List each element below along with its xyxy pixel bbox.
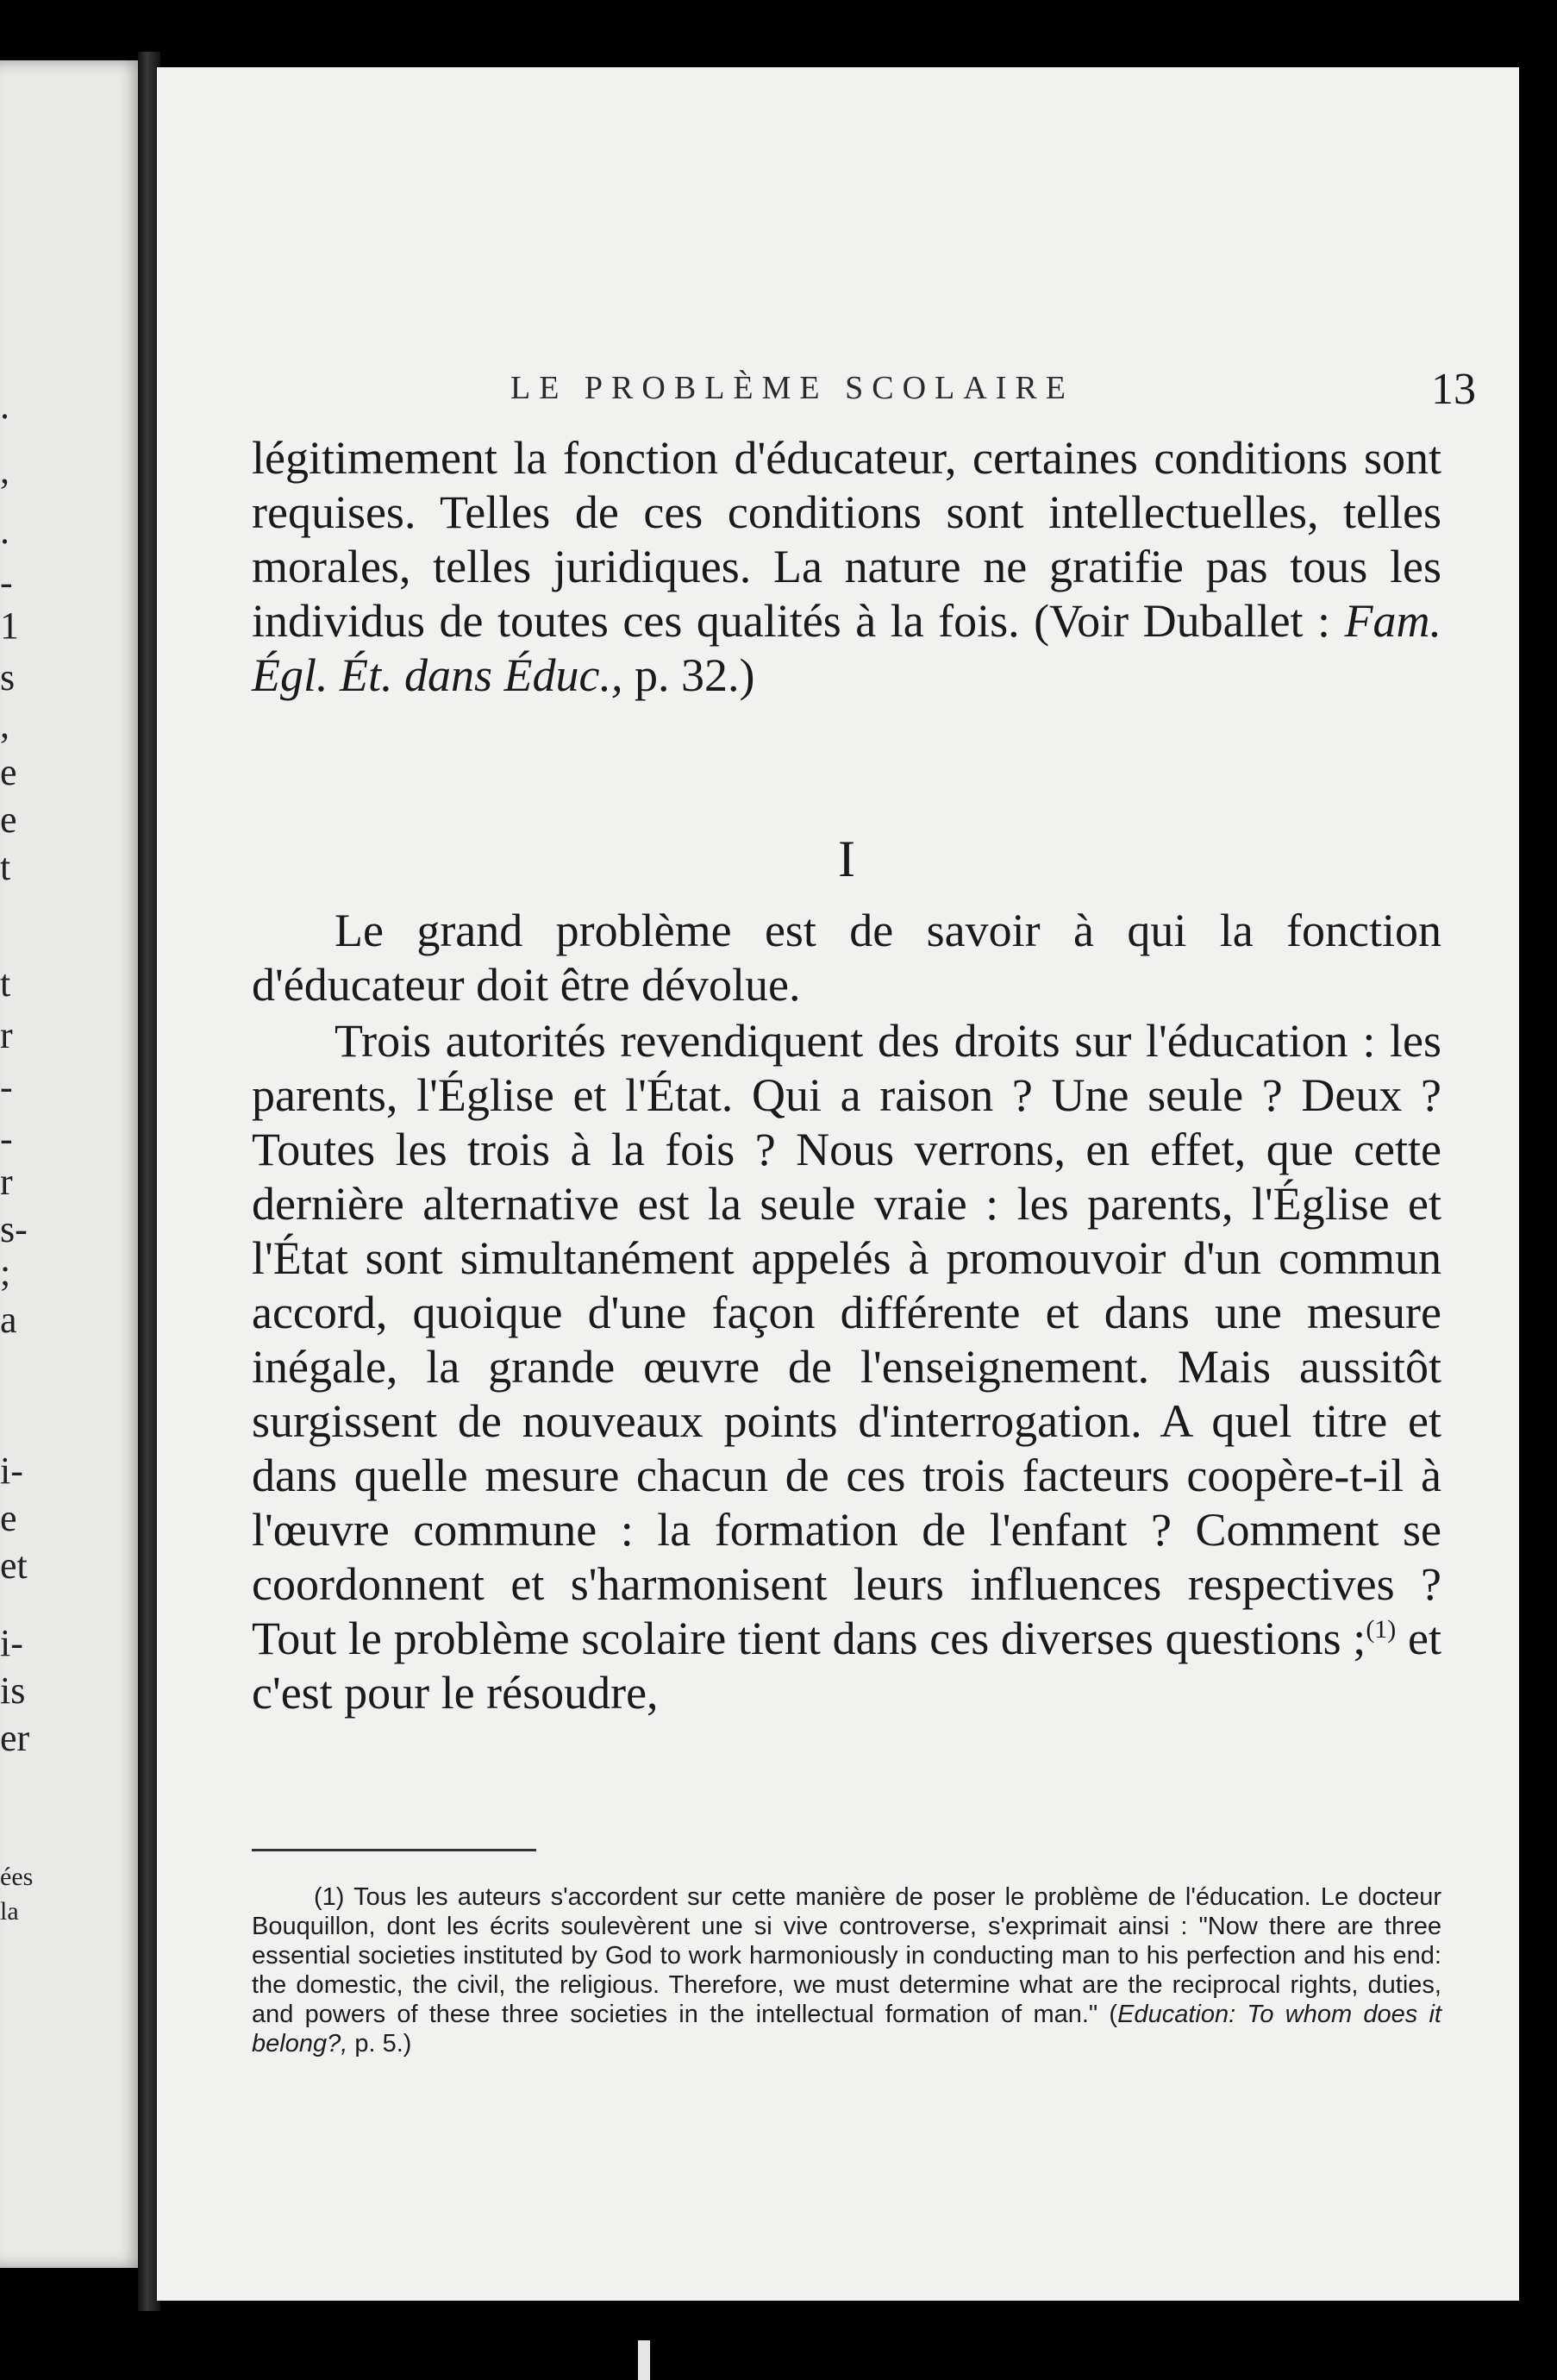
facing-page-fragment: r [0, 1014, 13, 1056]
paragraph-1 [252, 431, 1441, 703]
footnote-citation: Education: To whom does it belong?, [252, 2001, 1441, 2057]
facing-page-fragment: i- [0, 1450, 23, 1492]
paragraph-1-end: p. 32.) [634, 649, 755, 701]
facing-page-fragment: s- [0, 1208, 28, 1250]
facing-page-fragment: ; [0, 1251, 11, 1293]
facing-page-fragment: a [0, 1299, 17, 1341]
facing-page-fragment: 1 [0, 604, 19, 647]
paragraph-1-citation: Fam. Égl. Ét. dans Éduc., [252, 595, 1442, 701]
paragraph-2 [252, 904, 1441, 1012]
page-number: 13 [1431, 365, 1476, 414]
facing-page-fragment: - [0, 1066, 13, 1108]
footnote-end: p. 5.) [354, 2030, 412, 2057]
facing-page-fragment: i- [0, 1622, 23, 1664]
footnote-divider [252, 1849, 536, 1851]
facing-page-fragment: , [0, 449, 9, 492]
facing-page-fragment: ées [0, 1863, 34, 1891]
facing-page-fragment: e [0, 1497, 17, 1539]
paragraph-3-text: Trois autorités revendiquent des droits sur l'éducation : les parents, l'Église et l'État. Qui a raison ? Une seule ? Deux ? Toutes les trois à la fois ? Nous verrons, en effet, que cette dernière alternative est la seule vraie : les parents, l'Église et l'État sont simultanément appelés à promouvoir d'un commun accord, quoique d'une façon différente et dans une mesure inégale, la grande œuvre de l'enseignement. Mais aussitôt surgissent de nouveaux points d'interrogation. A quel titre et dans quelle mesure chacun de ces trois facteurs coopère-t-il à l'œuvre commune : la formation de l'enfant ? Comment se coordonnent et s'harmonisent leurs influences respectives ? Tout le problème scolaire tient dans ces diverses questions ; [252, 1015, 1441, 1664]
facing-page-fragment: e [0, 751, 17, 793]
facing-page-fragment: is [0, 1669, 26, 1712]
paragraph-3 [252, 1014, 1441, 1720]
facing-page-fragment: t [0, 962, 11, 1005]
section-numeral: I [838, 830, 855, 887]
book-page [157, 67, 1519, 2301]
footnote-reference: (1) [1366, 1615, 1397, 1644]
running-head [510, 365, 1476, 421]
facing-page-fragment: , [0, 704, 9, 746]
facing-page-fragment: s [0, 656, 16, 698]
paragraph-3-end: et c'est pour le résoudre, [252, 1613, 1441, 1719]
footnote-text: (1) Tous les auteurs s'accordent sur cette manière de poser le problème de l'éducation. Le docteur Bouquillon, dont les écrits soulevèrent une si vive controverse, s'exprimait ainsi : "Now there are three essential societies instituted by God to work harmoniously in conducting man to his perfection and his end: the domestic, the civil, the religious. Therefore, we must determine what are the reciprocal rights, duties, and powers of these three societies in the intellectual formation of man." ( [252, 1883, 1441, 2028]
facing-page-fragment: . [0, 510, 9, 552]
facing-page-fragment: r [0, 1161, 13, 1203]
facing-page-fragment: . [0, 385, 9, 427]
facing-page-fragment: - [0, 1118, 13, 1160]
facing-page-fragment: et [0, 1544, 28, 1587]
running-head-title: LE PROBLÈME SCOLAIRE [510, 370, 1074, 406]
paragraph-1-text: légitimement la fonction d'éducateur, certaines conditions sont requises. Telles de ces conditions sont intellectuelles, telles morales, telles juridiques. La nature ne gratifie pas tous les individus de toutes ces qualités à la fois. (Voir Duballet : [252, 432, 1441, 647]
facing-page-fragment: la [0, 1897, 19, 1926]
facing-page-fragment: e [0, 799, 17, 841]
scan-mark [638, 2340, 650, 2380]
facing-page-fragment: - [0, 561, 13, 604]
footnote [252, 1857, 1441, 2083]
facing-page-fragment: er [0, 1717, 30, 1759]
facing-page-fragment: t [0, 846, 11, 888]
facing-page [0, 60, 147, 2268]
paragraph-2-text: Le grand problème est de savoir à qui la fonction d'éducateur doit être dévolue. [252, 905, 1441, 1011]
